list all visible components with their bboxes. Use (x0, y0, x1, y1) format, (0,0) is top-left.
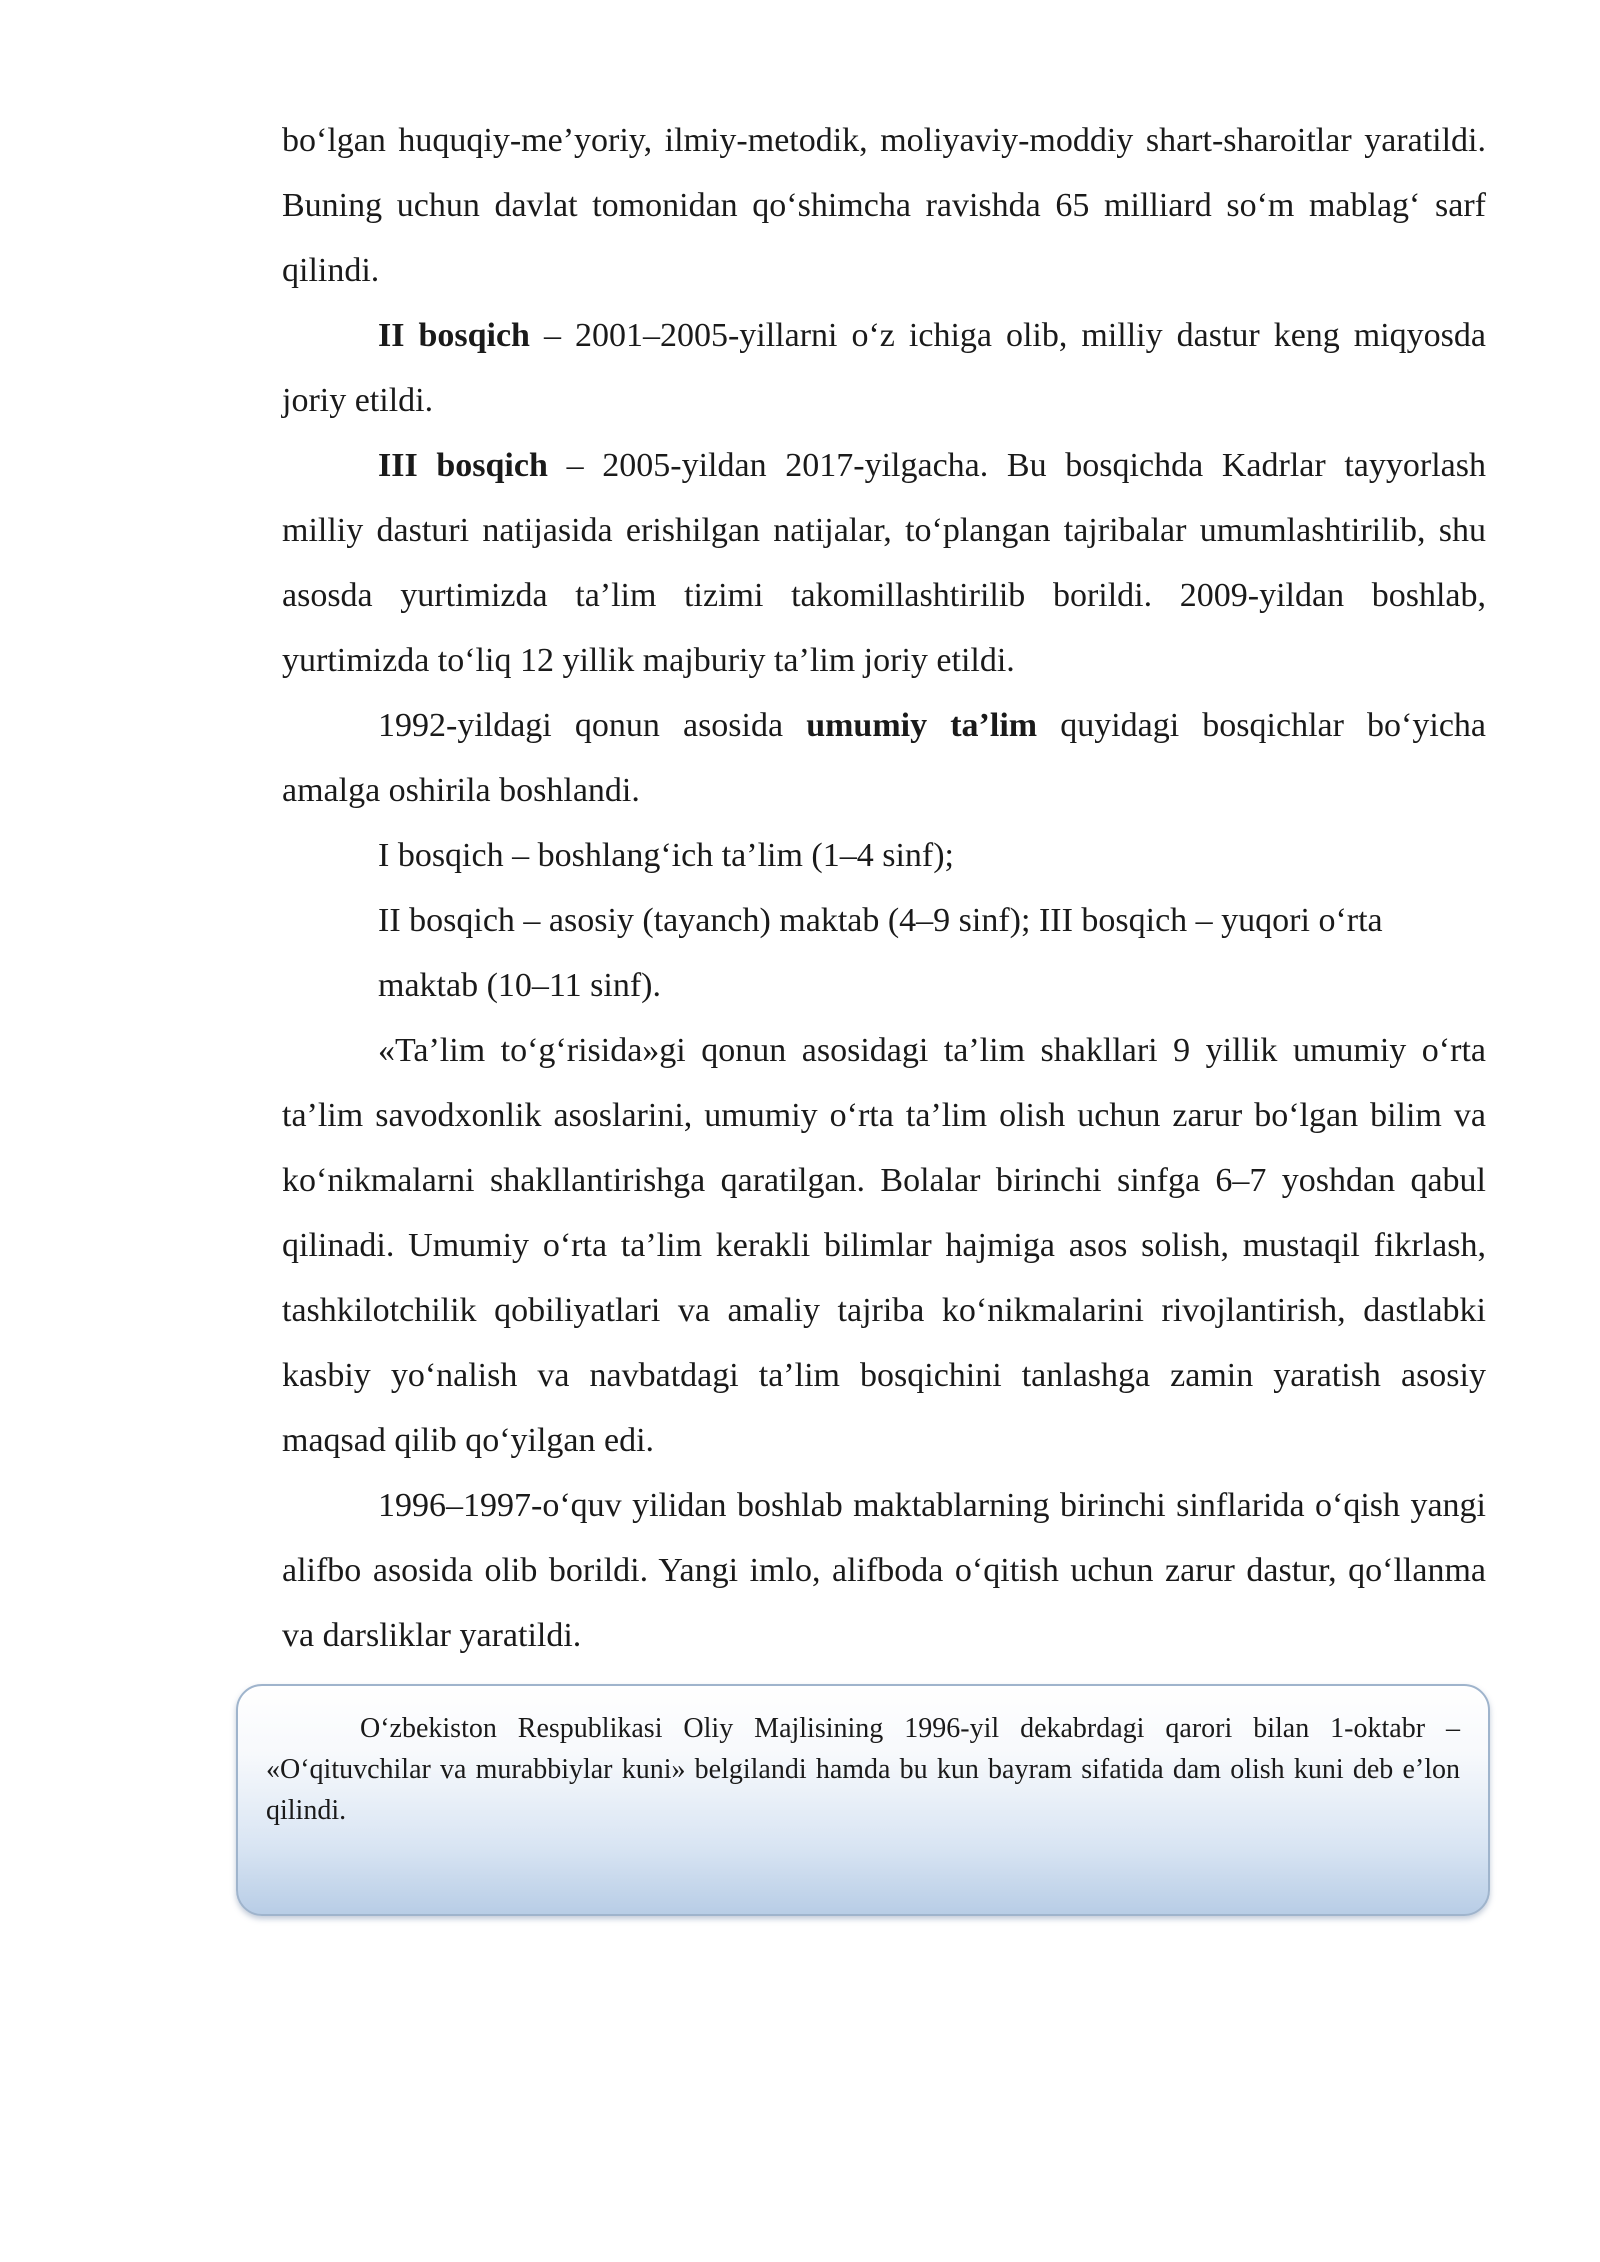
list-item-stage-1: I bosqich – boshlang‘ich ta’lim (1–4 sinf); (378, 837, 955, 874)
list-item-stage-2-3: II bosqich – asosiy (tayanch) maktab (4–9 sinf); III bosqich – yuqori o‘rta maktab (10–11 sinf). (378, 902, 1383, 1004)
paragraph-stage-3 (282, 433, 1486, 693)
stage-2-heading: II bosqich (378, 317, 530, 354)
general-education-rest: quyidagi bosqichlar bo‘yicha amalga oshirila boshlandi. (282, 707, 1487, 809)
paragraph-new-alphabet: 1996–1997-o‘quv yilidan boshlab maktablarning birinchi sinflarida o‘qish yangi alifbo asosida olib borildi. Yangi imlo, alifboda o‘qitish uchun zarur dastur, qo‘llanma va darsliklar yaratildi. (282, 1487, 1486, 1654)
document-body (282, 108, 1486, 1668)
paragraph-general-education (282, 693, 1486, 823)
note-callout-box (236, 1684, 1490, 1916)
stage-2-text: – 2001–2005-yillarni o‘z ichiga olib, milliy dastur keng miqyosda joriy etildi. (282, 317, 1486, 419)
paragraph-1: bo‘lgan huquqiy-me’yoriy, ilmiy-metodik, moliyaviy-moddiy shart-sharoitlar yaratildi. Buning uchun davlat tomonidan qo‘shimcha ravishda 65 milliard so‘m mablag‘ sarf qilindi. (282, 122, 1486, 289)
paragraph-education-law: «Ta’lim to‘g‘risida»gi qonun asosidagi ta’lim shakllari 9 yillik umumiy o‘rta ta’lim savodxonlik asoslarini, umumiy o‘rta ta’lim olish uchun zarur bo‘lgan bilim va ko‘nikmalarni shakllantirishga qaratilgan. Bolalar birinchi sinfga 6–7 yoshdan qabul qilinadi. Umumiy o‘rta ta’lim kerakli bilimlar hajmiga asos solish, mustaqil fikrlash, tashkilotchilik qobiliyatlari va amaliy tajriba ko‘nikmalarini rivojlantirish, dastlabki kasbiy yo‘nalish va navbatdagi ta’lim bosqichini tanlashga zamin yaratish asosiy maqsad qilib qo‘yilgan edi. (282, 1032, 1486, 1459)
general-education-term: umumiy ta’lim (806, 707, 1038, 744)
stage-3-text: – 2005-yildan 2017-yilgacha. Bu bosqichda Kadrlar tayyorlash milliy dasturi natijasida erishilgan natijalar, to‘plangan tajribalar umumlashtirilib, shu asosda yurtimizda ta’lim tizimi takomillashtirilib borildi. 2009-yildan boshlab, yurtimizda to‘liq 12 yillik majburiy ta’lim joriy etildi. (282, 447, 1486, 679)
paragraph-stage-2 (282, 303, 1486, 433)
stage-3-heading: III bosqich (378, 447, 548, 484)
note-text: O‘zbekiston Respublikasi Oliy Majlisining 1996-yil dekabrdagi qarori bilan 1-oktabr – «O‘qituvchilar va murabbiylar kuni» belgilandi hamda bu kun bayram sifatida dam olish kuni deb e’lon qilindi. (266, 1713, 1460, 1826)
general-education-intro: 1992-yildagi qonun asosida (378, 707, 807, 744)
